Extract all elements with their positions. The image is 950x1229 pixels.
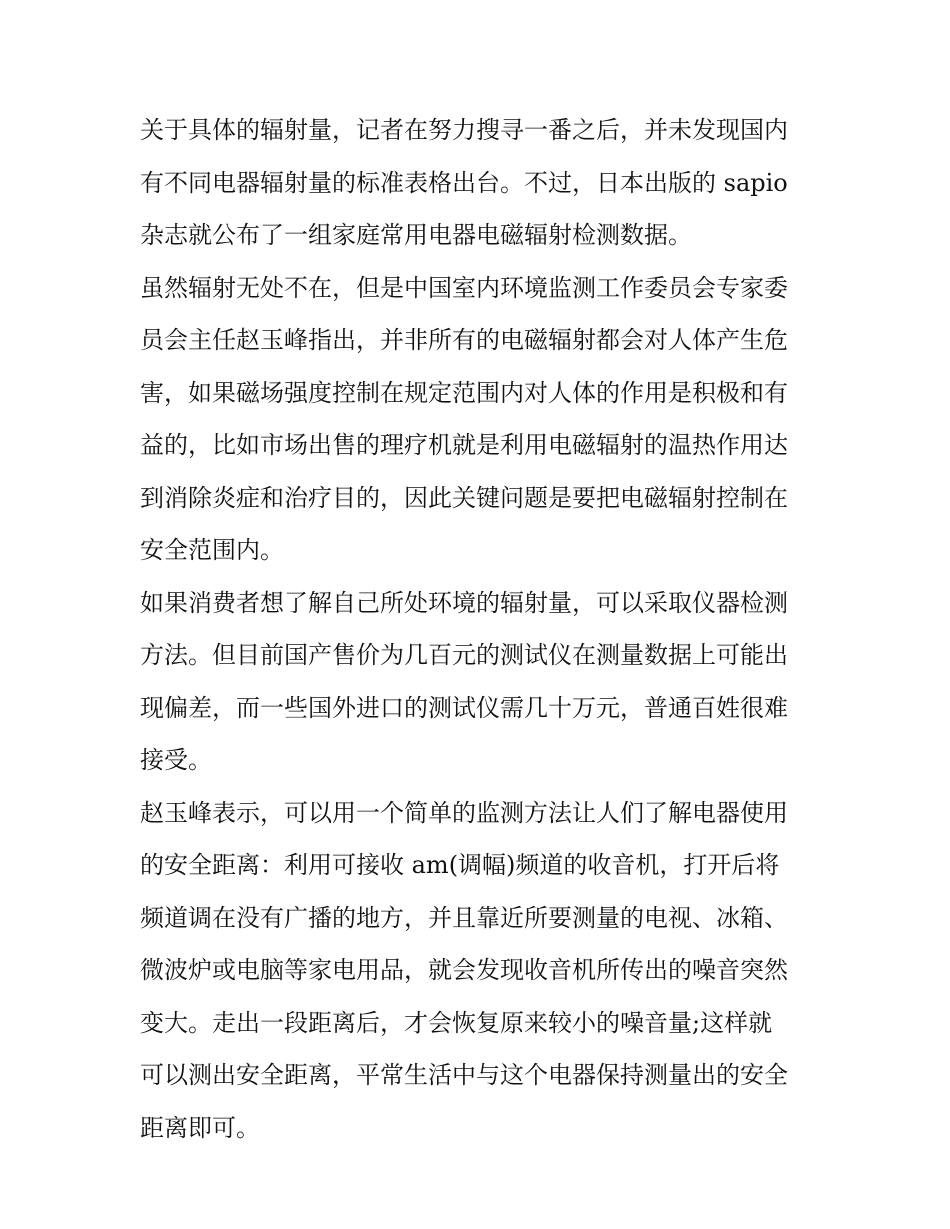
text-line: 频道调在没有广播的地方，并且靠近所要测量的电视、冰箱、 — [140, 903, 788, 932]
text-line: 杂志就公布了一组家庭常用电器电磁辐射检测数据。 — [140, 221, 692, 249]
paragraph-1 — [140, 104, 820, 262]
text-line: 变大。走出一段距离后，才会恢复原来较小的噪音量;这样就 — [140, 1008, 773, 1037]
text-line: 方法。但目前国产售价为几百元的测试仪在测量数据上可能出 — [140, 641, 788, 669]
text-line: 如果消费者想了解自己所处环境的辐射量，可以采取仪器检测 — [140, 588, 788, 617]
text-line: 关于具体的辐射量，记者在努力搜寻一番之后，并未发现国内 — [140, 116, 788, 144]
text-line: 到消除炎症和治疗目的，因此关键问题是要把电磁辐射控制在 — [140, 483, 788, 512]
text-line: 赵玉峰表示，可以用一个简单的监测方法让人们了解电器使用 — [140, 798, 788, 827]
text-line: 微波炉或电脑等家电用品，就会发现收音机所传出的噪音突然 — [140, 956, 788, 984]
text-line: 现偏差，而一些国外进口的测试仪需几十万元，普通百姓很难 — [140, 693, 788, 722]
paragraph-2 — [140, 262, 820, 577]
text-line: 距离即可。 — [140, 1113, 260, 1142]
text-line: 益的，比如市场出售的理疗机就是利用电磁辐射的温热作用达 — [140, 431, 788, 459]
paragraph-3 — [140, 577, 820, 787]
text-line: 的安全距离：利用可接收 am(调幅)频道的收音机，打开后将 — [140, 851, 780, 879]
paragraph-4 — [140, 787, 820, 1155]
text-line: 有不同电器辐射量的标准表格出台。不过，日本出版的 sapio — [140, 168, 788, 197]
text-line: 接受。 — [140, 746, 212, 774]
text-line: 可以测出安全距离，平常生活中与这个电器保持测量出的安全 — [140, 1061, 788, 1089]
text-line: 员会主任赵玉峰指出，并非所有的电磁辐射都会对人体产生危 — [140, 326, 788, 354]
text-line: 虽然辐射无处不在，但是中国室内环境监测工作委员会专家委 — [140, 273, 788, 302]
text-line: 安全范围内。 — [140, 536, 284, 564]
document-body — [140, 104, 820, 1154]
text-line: 害，如果磁场强度控制在规定范围内对人体的作用是积极和有 — [140, 378, 788, 407]
